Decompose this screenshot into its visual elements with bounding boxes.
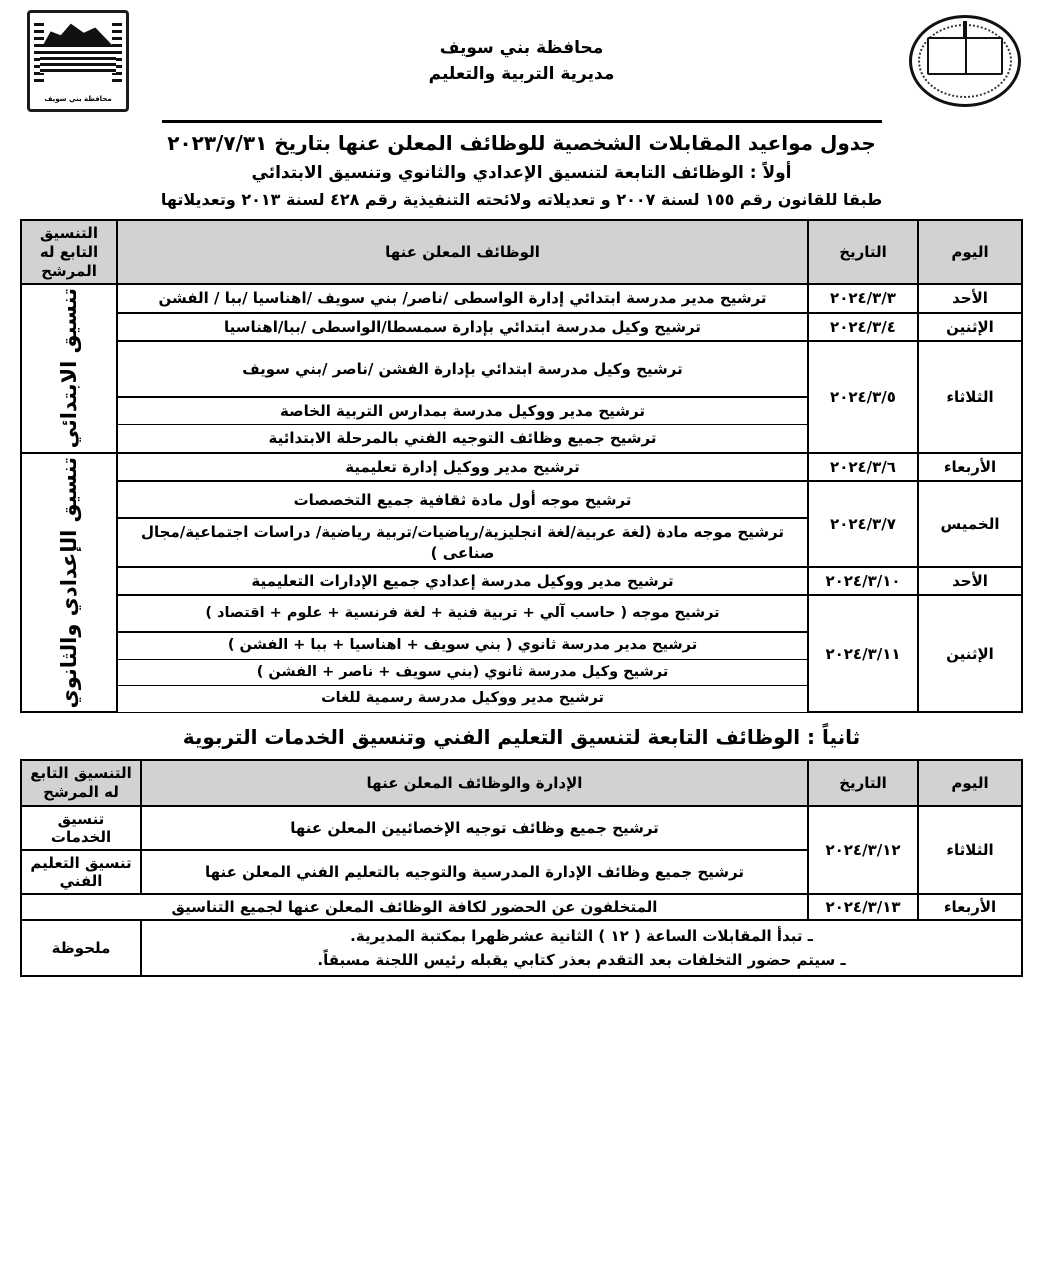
header-coordination: التنسيق التابع له المرشح xyxy=(21,220,117,284)
cell-job: ترشيح مدير مدرسة ابتدائي إدارة الواسطى /ناصر/ بني سويف /اهناسيا /ببا / الفشن xyxy=(117,284,808,312)
cell-date: ٢٠٢٤/٣/٤ xyxy=(808,313,918,341)
cell-job: ترشيح جميع وظائف التوجيه الفني بالمرحلة الابتدائية xyxy=(117,425,808,453)
table-row xyxy=(21,806,1022,850)
cell-day: الإثنين xyxy=(918,313,1022,341)
cell-date: ٢٠٢٤/٣/١١ xyxy=(808,595,918,712)
cell-day: الخميس xyxy=(918,481,1022,567)
table-header-row xyxy=(21,760,1022,806)
cell-day: الأحد xyxy=(918,567,1022,595)
header-divider xyxy=(162,120,882,123)
note-label: ملحوظة xyxy=(21,920,141,976)
cell-job: ترشيح مدير ووكيل مدرسة بمدارس التربية الخاصة xyxy=(117,397,808,425)
cell-job: ترشيح موجه مادة (لغة عربية/لغة انجليزية/رياضيات/تربية رياضية/ دراسات اجتماعية/مجال صناعى ) xyxy=(117,518,808,567)
cell-day: الأحد xyxy=(918,284,1022,312)
title-block xyxy=(0,131,1043,209)
education-emblem xyxy=(905,15,1025,107)
cell-date: ٢٠٢٤/٣/٧ xyxy=(808,481,918,567)
section-two-title: ثانياً : الوظائف التابعة لتنسيق التعليم الفني وتنسيق الخدمات التربوية xyxy=(182,725,861,750)
cell-day: الثلاثاء xyxy=(918,341,1022,453)
cell-date: ٢٠٢٤/٣/٥ xyxy=(808,341,918,453)
header-jobs: الإدارة والوظائف المعلن عنها xyxy=(141,760,808,806)
header-coordination: التنسيق التابع له المرشح xyxy=(21,760,141,806)
emblem-caption: محافظة بني سويف xyxy=(44,95,112,103)
note-row xyxy=(21,920,1022,976)
cell-date: ٢٠٢٤/٣/٣ xyxy=(808,284,918,312)
table-row xyxy=(21,567,1022,595)
table-row xyxy=(21,453,1022,481)
cell-day: الثلاثاء xyxy=(918,806,1022,894)
cell-job: ترشيح وكيل مدرسة ابتدائي بإدارة الفشن /ناصر /بني سويف xyxy=(117,341,808,397)
cell-job: ترشيح وكيل مدرسة ثانوي (بني سويف + ناصر + الفشن ) xyxy=(117,659,808,686)
education-emblem-icon xyxy=(909,15,1021,107)
coordination-label: تنسيق الابتدائي xyxy=(57,288,81,449)
cell-date: ٢٠٢٤/٣/٦ xyxy=(808,453,918,481)
cell-coordination-primary xyxy=(21,284,117,452)
law-reference: طبقا للقانون رقم ١٥٥ لسنة ٢٠٠٧ و تعديلاته ولائحته التنفيذية رقم ٤٢٨ لسنة ٢٠١٣ وتعديلاتها xyxy=(160,190,883,209)
header-jobs: الوظائف المعلن عنها xyxy=(117,220,808,284)
cell-day: الأربعاء xyxy=(918,894,1022,920)
table-row xyxy=(21,341,1022,397)
header-date: التاريخ xyxy=(808,220,918,284)
cell-job: المتخلفون عن الحضور لكافة الوظائف المعلن عنها لجميع التناسيق xyxy=(21,894,808,920)
governorate-emblem-icon xyxy=(27,10,129,112)
header-text xyxy=(138,35,905,88)
cell-job: ترشيح جميع وظائف الإدارة المدرسية والتوجيه بالتعليم الفني المعلن عنها xyxy=(141,850,808,894)
table-row xyxy=(21,284,1022,312)
cell-job: ترشيح مدير ووكيل مدرسة إعدادي جميع الإدارات التعليمية xyxy=(117,567,808,595)
cell-job: ترشيح مدير ووكيل إدارة تعليمية xyxy=(117,453,808,481)
table-header-row xyxy=(21,220,1022,284)
governorate-name: محافظة بني سويف xyxy=(439,37,604,58)
cell-job: ترشيح موجه ( حاسب آلي + تربية فنية + لغة فرنسية + علوم + اقتصاد ) xyxy=(117,595,808,632)
cell-job: ترشيح وكيل مدرسة ابتدائي بإدارة سمسطا/الواسطى /ببا/اهناسيا xyxy=(117,313,808,341)
page-title: جدول مواعيد المقابلات الشخصية للوظائف المعلن عنها بتاريخ ٢٠٢٣/٧/٣١ xyxy=(167,131,876,155)
document-header xyxy=(0,0,1043,112)
cell-day: الأربعاء xyxy=(918,453,1022,481)
cell-date: ٢٠٢٤/٣/١٣ xyxy=(808,894,918,920)
governorate-emblem xyxy=(18,10,138,112)
interview-schedule-table-two xyxy=(20,759,1023,977)
cell-job: ترشيح جميع وظائف توجيه الإخصائيين المعلن عنها xyxy=(141,806,808,850)
cell-coordination-secondary xyxy=(21,453,117,713)
cell-date: ٢٠٢٤/٣/١٢ xyxy=(808,806,918,894)
table-row xyxy=(21,481,1022,519)
section-one-title: أولاً : الوظائف التابعة لتنسيق الإعدادي والثانوي وتنسيق الابتدائي xyxy=(251,163,792,183)
cell-coordination: تنسيق الخدمات xyxy=(21,806,141,850)
directorate-name: مديرية التربية والتعليم xyxy=(428,64,615,84)
cell-job: ترشيح مدير ووكيل مدرسة رسمية للغات xyxy=(117,686,808,713)
cell-job: ترشيح مدير مدرسة ثانوي ( بني سويف + اهناسيا + ببا + الفشن ) xyxy=(117,632,808,659)
table-row xyxy=(21,313,1022,341)
header-date: التاريخ xyxy=(808,760,918,806)
cell-date: ٢٠٢٤/٣/١٠ xyxy=(808,567,918,595)
note-body xyxy=(141,920,1022,976)
note-line-1: ـ تبدأ المقابلات الساعة ( ١٢ ) الثانية عشرظهرا بمكتبة المديرية. xyxy=(350,926,813,945)
header-day: اليوم xyxy=(918,760,1022,806)
interview-schedule-table-one xyxy=(20,219,1023,713)
header-day: اليوم xyxy=(918,220,1022,284)
cell-job: ترشيح موجه أول مادة ثقافية جميع التخصصات xyxy=(117,481,808,519)
cell-day: الإثنين xyxy=(918,595,1022,712)
table-row xyxy=(21,894,1022,920)
cell-coordination: تنسيق التعليم الفني xyxy=(21,850,141,894)
note-line-2: ـ سيتم حضور التخلفات بعد التقدم بعذر كتابي يقبله رئيس اللجنة مسبقاً. xyxy=(317,950,846,969)
table-row xyxy=(21,595,1022,632)
coordination-label: تنسيق الإعدادي والثانوي xyxy=(57,456,81,709)
